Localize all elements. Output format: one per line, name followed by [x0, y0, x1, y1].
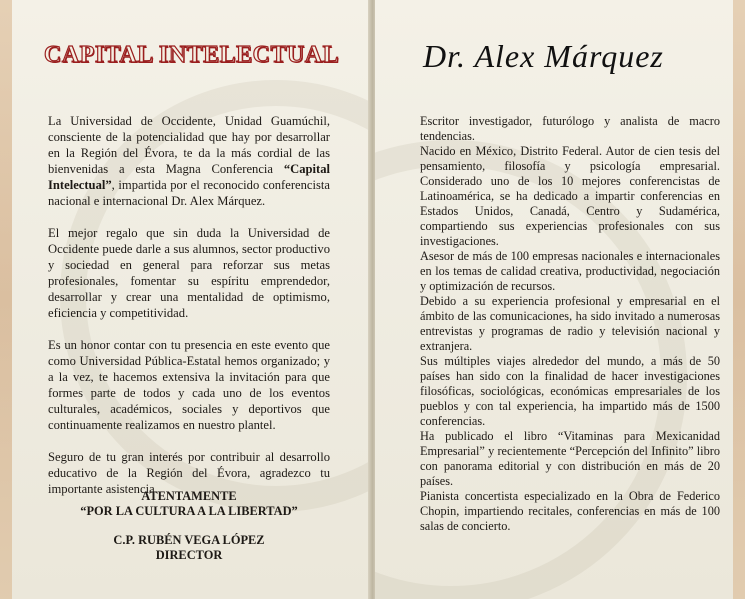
welcome-letter [48, 113, 330, 513]
closing-block [48, 489, 330, 519]
bio-intro: Escritor investigador, futurólogo y analista de macro tendencias. [420, 114, 720, 143]
bio-travels: Sus múltiples viajes alrededor del mundo, a más de 50 países han sido con la finalidad de hacer investigaciones filosóficas, sociológicas, económicas empresariales de los pueblos y con tal experiencia, ha impartido más de 1500 conferencias. [420, 354, 720, 428]
welcome-paragraph [48, 113, 330, 209]
welcome-text-end: , impartida por el reconocido conferencista nacional e internacional Dr. Alex Márquez. [48, 178, 330, 208]
signature-block [48, 533, 330, 563]
speaker-name-title: Dr. Alex Márquez [423, 38, 664, 74]
right-decorative-stripe [733, 0, 745, 599]
bio-origin: Nacido en México, Distrito Federal. Autor de cien tesis del pensamiento, filosofía y psicología empresarial. Considerado uno de los 10 mejores conferencistas de Latinoamérica, se ha dedicado a impartir conferencias en Estados Unidos, Canadá, Centro y Sudamérica, compartiendo sus experiencias profesionales con sus investigaciones. [420, 144, 720, 248]
conference-name: “Capital Intelectual” [48, 162, 330, 192]
left-page [0, 0, 370, 599]
motto-line: “POR LA CULTURA A LA LIBERTAD” [80, 504, 298, 518]
signer-title: DIRECTOR [155, 548, 223, 562]
signer-name: C.P. RUBÉN VEGA LÓPEZ [113, 533, 265, 547]
bio-consulting: Asesor de más de 100 empresas nacionales e internacionales en los temas de calidad creativa, productividad, negociación y optimización de recursos. [420, 249, 720, 293]
capital-intelectual-title: CAPITAL INTELECTUAL [44, 42, 340, 68]
honor-paragraph: Es un honor contar con tu presencia en este evento que como Universidad Pública-Estatal hemos organizado; y a la vez, te hacemos extensiva la invitación para que formes parte de todos y cada uno de los eventos culturales, académicos, sociales y deportivos que continuamente realizamos en nuestro plantel. [48, 338, 330, 432]
speaker-biography [420, 114, 720, 534]
welcome-text-start: La Universidad de Occidente, Unidad Guamúchil, consciente de la potencialidad que hay por desarrollar en la Región del Évora, te da la más cordial de las bienvenidas a esta Magna Conferencia [48, 114, 330, 176]
right-page [375, 0, 745, 599]
left-decorative-stripe [0, 0, 12, 599]
thanks-paragraph: Seguro de tu gran interés por contribuir al desarrollo educativo de la Región del Évora, agradezco tu importante asistencia. [48, 450, 330, 496]
bio-pianist: Pianista concertista especializado en la Obra de Federico Chopin, impartiendo recitales, conferencias en más de 100 salas de concierto. [420, 489, 720, 533]
bio-media: Debido a su experiencia profesional y empresarial en el ámbito de las comunicaciones, ha sido invitado a numerosas entrevistas y programas de radio y televisión nacional y extranjera. [420, 294, 720, 353]
gift-paragraph: El mejor regalo que sin duda la Universidad de Occidente puede darle a sus alumnos, sector productivo y sociedad en general para reforzar sus metas profesionales, fomentar su espíritu emprendedor, desarrollar y crear una mentalidad de optimismo, eficiencia y competitividad. [48, 226, 330, 320]
atentamente-line: ATENTAMENTE [141, 489, 237, 503]
bio-books: Ha publicado el libro “Vitaminas para Mexicanidad Empresarial” y recientemente “Percepción del Infinito” libro con panorama editorial y con distribución en más de 20 países. [420, 429, 720, 488]
